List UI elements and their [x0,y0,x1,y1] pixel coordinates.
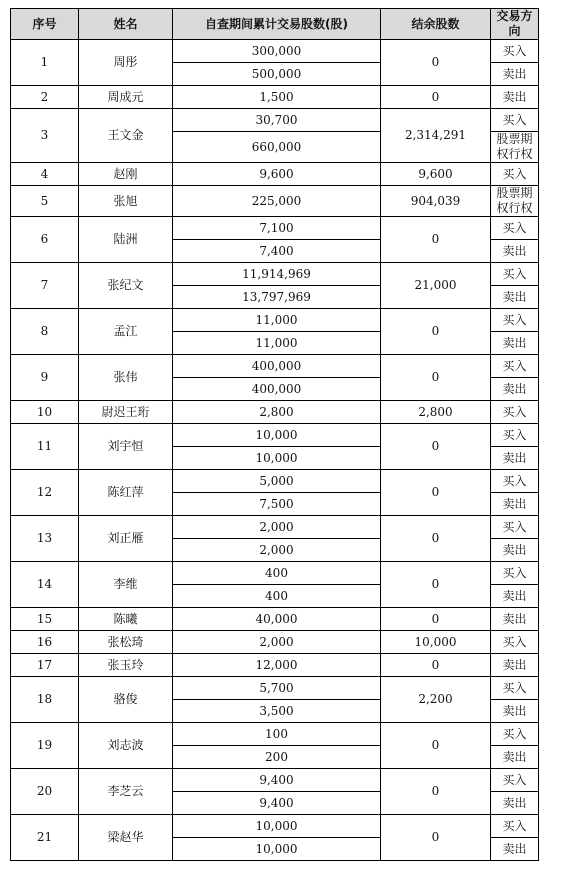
cell-direction: 卖出 [491,746,539,769]
cell-volume: 9,400 [173,769,381,792]
cell-name: 刘志波 [79,723,173,769]
cell-volume: 9,400 [173,792,381,815]
cell-direction: 卖出 [491,792,539,815]
cell-name: 周成元 [79,86,173,109]
cell-volume: 10,000 [173,424,381,447]
cell-direction: 卖出 [491,378,539,401]
cell-balance: 0 [381,769,491,815]
cell-direction: 买入 [491,40,539,63]
cell-seq: 1 [11,40,79,86]
cell-direction: 买入 [491,217,539,240]
cell-name: 尉迟王珩 [79,401,173,424]
cell-balance: 9,600 [381,163,491,186]
cell-seq: 16 [11,631,79,654]
cell-direction: 卖出 [491,240,539,263]
cell-volume: 10,000 [173,815,381,838]
cell-seq: 14 [11,562,79,608]
cell-name: 刘宇恒 [79,424,173,470]
cell-name: 张伟 [79,355,173,401]
cell-volume: 11,000 [173,332,381,355]
cell-volume: 12,000 [173,654,381,677]
cell-direction: 卖出 [491,700,539,723]
cell-seq: 21 [11,815,79,861]
table-row [11,86,539,109]
cell-balance: 0 [381,217,491,263]
table-row [11,723,539,746]
cell-seq: 10 [11,401,79,424]
cell-volume: 30,700 [173,109,381,132]
cell-direction: 买入 [491,163,539,186]
cell-volume: 3,500 [173,700,381,723]
table-row [11,769,539,792]
cell-balance: 0 [381,40,491,86]
cell-name: 赵刚 [79,163,173,186]
cell-direction: 买入 [491,470,539,493]
table-row [11,470,539,493]
cell-balance: 0 [381,86,491,109]
cell-name: 李芝云 [79,769,173,815]
table-row [11,40,539,63]
cell-balance: 0 [381,355,491,401]
cell-direction: 买入 [491,109,539,132]
table-row [11,217,539,240]
table-row [11,186,539,217]
table-row [11,424,539,447]
cell-volume: 5,700 [173,677,381,700]
cell-seq: 4 [11,163,79,186]
cell-volume: 400 [173,585,381,608]
cell-volume: 40,000 [173,608,381,631]
cell-seq: 18 [11,677,79,723]
cell-seq: 19 [11,723,79,769]
cell-volume: 100 [173,723,381,746]
cell-seq: 3 [11,109,79,163]
cell-direction: 买入 [491,631,539,654]
cell-name: 张玉玲 [79,654,173,677]
cell-volume: 7,500 [173,493,381,516]
cell-balance: 0 [381,470,491,516]
cell-direction: 卖出 [491,86,539,109]
cell-seq: 17 [11,654,79,677]
cell-seq: 6 [11,217,79,263]
cell-volume: 11,914,969 [173,263,381,286]
cell-name: 张纪文 [79,263,173,309]
cell-volume: 400,000 [173,355,381,378]
cell-direction: 买入 [491,355,539,378]
cell-direction: 买入 [491,562,539,585]
cell-direction: 买入 [491,769,539,792]
cell-direction: 卖出 [491,838,539,861]
table-row [11,608,539,631]
cell-name: 骆俊 [79,677,173,723]
table-row [11,654,539,677]
table-row [11,355,539,378]
header-balance: 结余股数 [381,9,491,40]
cell-direction: 买入 [491,309,539,332]
cell-name: 周彤 [79,40,173,86]
cell-balance: 21,000 [381,263,491,309]
cell-seq: 15 [11,608,79,631]
cell-volume: 400 [173,562,381,585]
cell-balance: 2,200 [381,677,491,723]
cell-direction: 卖出 [491,539,539,562]
header-volume: 自查期间累计交易股数(股) [173,9,381,40]
cell-seq: 5 [11,186,79,217]
cell-balance: 0 [381,608,491,631]
cell-direction: 买入 [491,401,539,424]
cell-volume: 2,000 [173,516,381,539]
table-header-row [11,9,539,40]
cell-direction: 买入 [491,263,539,286]
table-body [11,40,539,861]
cell-balance: 0 [381,723,491,769]
cell-volume: 500,000 [173,63,381,86]
cell-seq: 7 [11,263,79,309]
cell-volume: 1,500 [173,86,381,109]
cell-balance: 0 [381,562,491,608]
cell-volume: 7,400 [173,240,381,263]
cell-volume: 7,100 [173,217,381,240]
cell-name: 刘正雁 [79,516,173,562]
trading-table [10,8,539,861]
cell-name: 陈红萍 [79,470,173,516]
cell-volume: 400,000 [173,378,381,401]
cell-name: 陆洲 [79,217,173,263]
cell-direction: 股票期权行权 [491,132,539,163]
cell-direction: 买入 [491,424,539,447]
cell-balance: 0 [381,815,491,861]
cell-direction: 卖出 [491,493,539,516]
cell-direction: 卖出 [491,447,539,470]
cell-seq: 9 [11,355,79,401]
cell-volume: 225,000 [173,186,381,217]
table-row [11,263,539,286]
cell-direction: 卖出 [491,63,539,86]
cell-volume: 9,600 [173,163,381,186]
cell-balance: 0 [381,424,491,470]
cell-balance: 10,000 [381,631,491,654]
trading-table-container [10,8,539,861]
cell-volume: 660,000 [173,132,381,163]
cell-balance: 904,039 [381,186,491,217]
cell-direction: 买入 [491,815,539,838]
cell-volume: 2,000 [173,539,381,562]
header-name: 姓名 [79,9,173,40]
cell-direction: 买入 [491,516,539,539]
cell-seq: 8 [11,309,79,355]
cell-direction: 卖出 [491,332,539,355]
cell-balance: 2,314,291 [381,109,491,163]
cell-direction: 买入 [491,723,539,746]
table-row [11,401,539,424]
cell-direction: 卖出 [491,654,539,677]
cell-volume: 10,000 [173,838,381,861]
header-seq: 序号 [11,9,79,40]
cell-volume: 10,000 [173,447,381,470]
cell-volume: 5,000 [173,470,381,493]
table-row [11,516,539,539]
cell-volume: 200 [173,746,381,769]
cell-volume: 13,797,969 [173,286,381,309]
table-row [11,109,539,132]
cell-volume: 11,000 [173,309,381,332]
table-row [11,631,539,654]
cell-direction: 股票期权行权 [491,186,539,217]
cell-seq: 20 [11,769,79,815]
cell-direction: 卖出 [491,585,539,608]
cell-direction: 买入 [491,677,539,700]
cell-seq: 12 [11,470,79,516]
cell-seq: 11 [11,424,79,470]
cell-seq: 2 [11,86,79,109]
cell-balance: 0 [381,516,491,562]
cell-name: 陈曦 [79,608,173,631]
cell-direction: 卖出 [491,608,539,631]
table-row [11,309,539,332]
table-row [11,163,539,186]
cell-balance: 0 [381,654,491,677]
cell-volume: 2,000 [173,631,381,654]
cell-name: 张旭 [79,186,173,217]
cell-name: 王文金 [79,109,173,163]
cell-name: 李维 [79,562,173,608]
cell-balance: 2,800 [381,401,491,424]
table-row [11,562,539,585]
table-row [11,815,539,838]
cell-balance: 0 [381,309,491,355]
cell-name: 张松琦 [79,631,173,654]
table-row [11,677,539,700]
cell-name: 梁赵华 [79,815,173,861]
cell-seq: 13 [11,516,79,562]
header-direction: 交易方向 [491,9,539,40]
cell-volume: 2,800 [173,401,381,424]
cell-name: 孟江 [79,309,173,355]
cell-direction: 卖出 [491,286,539,309]
cell-volume: 300,000 [173,40,381,63]
